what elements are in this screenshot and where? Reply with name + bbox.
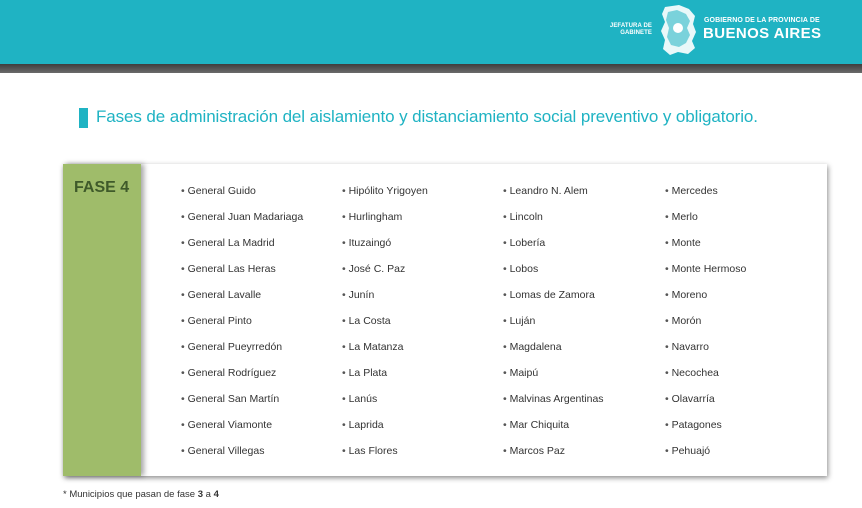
municipality-item: • Monte <box>665 236 746 262</box>
municipality-column-4 <box>665 184 746 470</box>
municipality-item: • Navarro <box>665 340 746 366</box>
municipality-item: • Las Flores <box>342 444 428 470</box>
municipality-item: • Mercedes <box>665 184 746 210</box>
municipality-item: • José C. Paz <box>342 262 428 288</box>
municipality-item: • Lobería <box>503 236 604 262</box>
phase-column <box>63 164 141 476</box>
municipality-item: • Morón <box>665 314 746 340</box>
municipality-item: • Moreno <box>665 288 746 314</box>
municipality-item: • Merlo <box>665 210 746 236</box>
municipality-item: • Magdalena <box>503 340 604 366</box>
phase-card <box>63 164 827 476</box>
municipality-item: • Hipólito Yrigoyen <box>342 184 428 210</box>
heading-accent <box>79 108 88 128</box>
footnote-star: * <box>63 489 67 500</box>
municipality-item: • Luján <box>503 314 604 340</box>
municipality-item: • La Matanza <box>342 340 428 366</box>
municipality-item: • Necochea <box>665 366 746 392</box>
municipality-column-2 <box>342 184 428 470</box>
header-shadow <box>0 64 862 73</box>
municipality-item: • Lomas de Zamora <box>503 288 604 314</box>
footnote <box>63 489 219 500</box>
municipality-item: • La Plata <box>342 366 428 392</box>
footnote-to: 4 <box>213 489 219 500</box>
municipality-item: • General Juan Madariaga <box>181 210 303 236</box>
municipality-item: • Olavarría <box>665 392 746 418</box>
header-bar <box>0 0 862 64</box>
municipality-item: • Monte Hermoso <box>665 262 746 288</box>
municipality-item: • Lanús <box>342 392 428 418</box>
municipality-item: • Ituzaingó <box>342 236 428 262</box>
municipality-item: • General Pueyrredón <box>181 340 303 366</box>
municipality-item: • General Las Heras <box>181 262 303 288</box>
municipality-item: • Hurlingham <box>342 210 428 236</box>
municipality-item: • Laprida <box>342 418 428 444</box>
municipality-item: • General Villegas <box>181 444 303 470</box>
municipality-item: • General Pinto <box>181 314 303 340</box>
page-title: Fases de administración del aislamiento y distanciamiento social preventivo y obligatorio. <box>96 107 758 126</box>
municipality-column-1 <box>181 184 303 470</box>
municipality-item: • Lincoln <box>503 210 604 236</box>
jefatura-label: JEFATURA DE GABINETE <box>609 23 652 36</box>
footnote-from: 3 <box>197 489 203 500</box>
municipality-item: • Lobos <box>503 262 604 288</box>
gobierno-line1: GOBIERNO DE LA PROVINCIA DE <box>704 17 820 24</box>
municipality-item: • Pehuajó <box>665 444 746 470</box>
municipality-item: • General La Madrid <box>181 236 303 262</box>
municipality-item: • Malvinas Argentinas <box>503 392 604 418</box>
municipality-item: • General Lavalle <box>181 288 303 314</box>
municipality-item: • Maipú <box>503 366 604 392</box>
municipality-item: • General Guido <box>181 184 303 210</box>
municipality-item: • Junín <box>342 288 428 314</box>
municipality-item: • Leandro N. Alem <box>503 184 604 210</box>
municipality-column-3 <box>503 184 604 470</box>
provincial-seal-icon <box>659 4 697 56</box>
gobierno-line2: BUENOS AIRES <box>703 25 822 42</box>
municipality-item: • General Rodríguez <box>181 366 303 392</box>
phase-label: FASE 4 <box>74 179 130 196</box>
municipality-item: • General Viamonte <box>181 418 303 444</box>
footnote-text: Municipios que pasan de fase <box>69 489 196 500</box>
municipality-item: • Mar Chiquita <box>503 418 604 444</box>
municipality-item: • General San Martín <box>181 392 303 418</box>
municipality-item: • La Costa <box>342 314 428 340</box>
municipality-item: • Patagones <box>665 418 746 444</box>
municipality-item: • Marcos Paz <box>503 444 604 470</box>
footnote-connector: a <box>205 489 211 500</box>
